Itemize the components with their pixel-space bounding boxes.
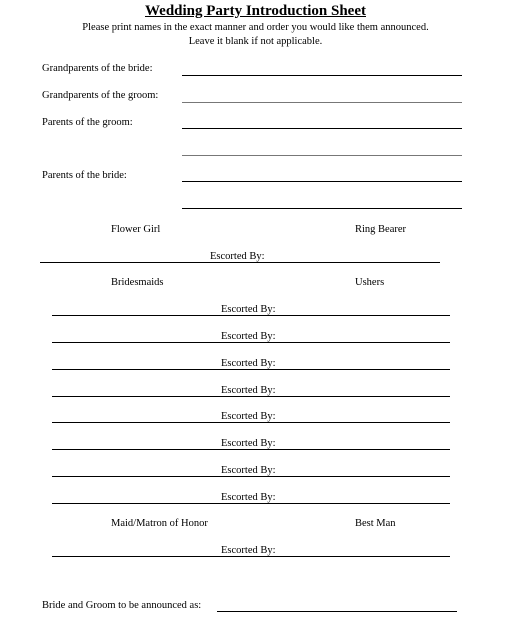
bridesmaid-usher-line-4[interactable] bbox=[52, 396, 450, 397]
maid-best-man-line[interactable] bbox=[52, 556, 450, 557]
escorted-by-label: Escorted By: bbox=[221, 385, 276, 396]
bridesmaid-usher-line-7[interactable] bbox=[52, 476, 450, 477]
escorted-by-label: Escorted By: bbox=[221, 358, 276, 369]
grandparents-bride-label: Grandparents of the bride: bbox=[42, 63, 153, 74]
grandparents-bride-line[interactable] bbox=[182, 75, 462, 76]
maid-of-honor-header: Maid/Matron of Honor bbox=[111, 518, 208, 529]
flower-girl-header: Flower Girl bbox=[111, 224, 161, 235]
announce-label: Bride and Groom to be announced as: bbox=[42, 600, 202, 611]
parents-groom-line[interactable] bbox=[182, 128, 462, 129]
escorted-by-label: Escorted By: bbox=[221, 304, 276, 315]
bridesmaid-usher-line-5[interactable] bbox=[52, 422, 450, 423]
ushers-header: Ushers bbox=[355, 277, 385, 288]
bridesmaid-usher-line-6[interactable] bbox=[52, 449, 450, 450]
parents-groom-line-2[interactable] bbox=[182, 155, 462, 156]
parents-groom-label: Parents of the groom: bbox=[42, 117, 133, 128]
parents-bride-line-2[interactable] bbox=[182, 208, 462, 209]
flower-girl-line[interactable] bbox=[40, 262, 440, 263]
grandparents-groom-line[interactable] bbox=[182, 102, 462, 103]
escorted-by-label: Escorted By: bbox=[221, 411, 276, 422]
instruction-line-1: Please print names in the exact manner and order you would like them announced. bbox=[82, 22, 429, 33]
escorted-by-label: Escorted By: bbox=[221, 492, 276, 503]
escorted-by-label: Escorted By: bbox=[221, 465, 276, 476]
parents-bride-label: Parents of the bride: bbox=[42, 170, 127, 181]
instruction-line-2: Leave it blank if not applicable. bbox=[188, 36, 323, 47]
parents-bride-line[interactable] bbox=[182, 181, 462, 182]
escorted-by-label: Escorted By: bbox=[221, 545, 276, 556]
bridesmaids-header: Bridesmaids bbox=[111, 277, 164, 288]
bridesmaid-usher-line-2[interactable] bbox=[52, 342, 450, 343]
best-man-header: Best Man bbox=[355, 518, 396, 529]
escorted-by-label: Escorted By: bbox=[221, 438, 276, 449]
ring-bearer-header: Ring Bearer bbox=[355, 224, 407, 235]
grandparents-groom-label: Grandparents of the groom: bbox=[42, 90, 159, 101]
escorted-by-label: Escorted By: bbox=[210, 251, 265, 262]
bridesmaid-usher-line-8[interactable] bbox=[52, 503, 450, 504]
escorted-by-label: Escorted By: bbox=[221, 331, 276, 342]
bridesmaid-usher-line-1[interactable] bbox=[52, 315, 450, 316]
announce-line[interactable] bbox=[217, 611, 457, 612]
bridesmaid-usher-line-3[interactable] bbox=[52, 369, 450, 370]
sheet-title: Wedding Party Introduction Sheet bbox=[145, 3, 366, 19]
